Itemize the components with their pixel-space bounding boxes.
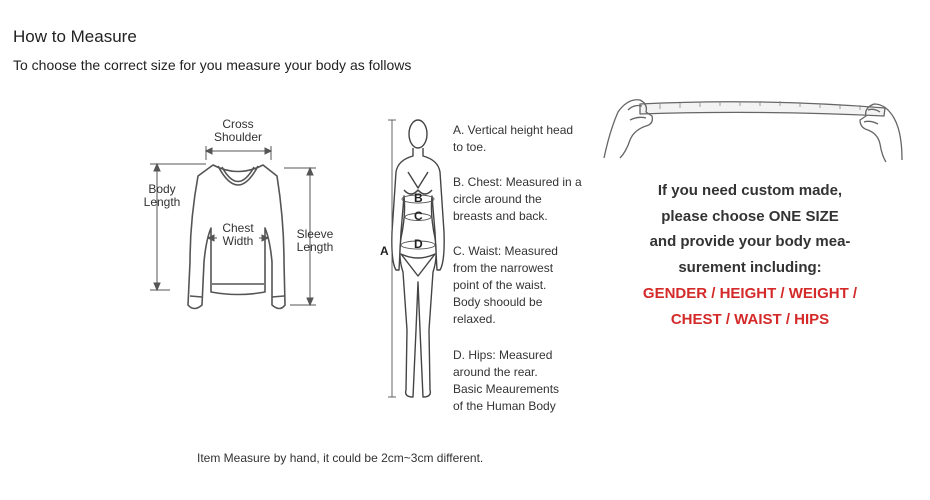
page-title: How to Measure: [13, 27, 137, 46]
measurement-note: Item Measure by hand, it could be 2cm~3cm different.: [197, 451, 484, 465]
letter-d: D: [414, 237, 423, 251]
description-c: C. Waist: Measured from the narrowest point of the waist. Body shoould be relaxed.: [453, 244, 558, 326]
description-a: A. Vertical height head to toe.: [453, 123, 574, 154]
description-b: B. Chest: Measured in a circle around the breasts and back.: [453, 175, 582, 223]
body-measure-lines: [388, 120, 435, 397]
tape-strip: [640, 102, 885, 116]
custom-made-text: If you need custom made, please choose ONE SIZE and provide your body mea- surement including:: [649, 182, 851, 276]
human-body-figure: [392, 120, 444, 397]
custom-fields-text: GENDER / HEIGHT / WEIGHT / CHEST / WAIST / HIPS: [642, 285, 858, 328]
body-length-label: Body Length: [143, 182, 181, 209]
cross-shoulder-label: Cross Shoulder: [213, 117, 263, 144]
chest-width-label: Chest Width: [217, 222, 259, 248]
letter-c: C: [414, 209, 423, 223]
letter-b: B: [414, 191, 423, 205]
letter-a: A: [380, 244, 389, 258]
page-subtitle: To choose the correct size for you measure your body as follows: [13, 57, 412, 73]
measuring-tape-illustration: [604, 100, 902, 162]
description-d: D. Hips: Measured around the rear. Basic Meaurements of the Human Body: [453, 348, 560, 413]
sleeve-length-label: Sleeve Length: [296, 227, 334, 254]
